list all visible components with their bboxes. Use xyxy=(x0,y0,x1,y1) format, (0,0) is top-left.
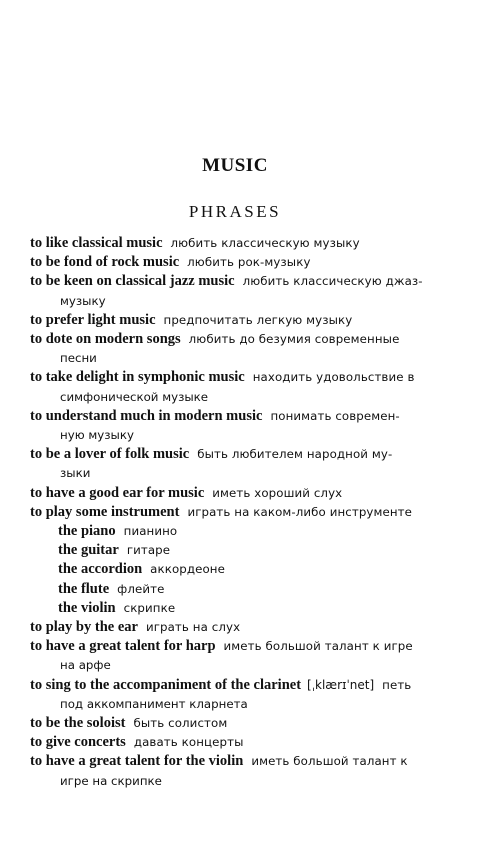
phrase-russian-continued: зыки xyxy=(60,466,91,481)
phrase-russian: играть на слух xyxy=(145,620,241,635)
phrase-entry xyxy=(30,272,442,310)
phrase-entry xyxy=(30,330,442,368)
instrument-entry xyxy=(30,599,442,618)
phrase-entry xyxy=(30,503,442,522)
instrument-entry xyxy=(30,541,442,560)
phrase-russian-continued: под аккомпанимент кларнета xyxy=(60,696,248,711)
phrase-russian: любить рок-музыку xyxy=(187,255,311,270)
phrase-entry xyxy=(30,637,442,675)
phrase-entry xyxy=(30,484,442,503)
instrument-english: the piano xyxy=(58,523,116,540)
phrase-russian: находить удовольствие в xyxy=(252,370,415,385)
phrase-russian: петь xyxy=(382,677,412,692)
phrase-russian-continued: ную музыку xyxy=(60,428,134,443)
phrase-english: to understand much in modern music xyxy=(30,407,263,424)
instrument-entry xyxy=(30,522,442,541)
instrument-entry xyxy=(30,580,442,599)
phrase-english: to dote on modern songs xyxy=(30,331,181,348)
phrase-english: to play by the ear xyxy=(30,619,138,636)
phrase-transcription: [ˌklærɪˈnet] xyxy=(307,677,375,692)
phrase-russian: понимать современ- xyxy=(270,408,400,423)
phrase-russian-continued: игре на скрипке xyxy=(60,773,162,788)
phrase-russian: любить до безумия современные xyxy=(188,332,400,347)
phrase-russian-continued: музыку xyxy=(60,293,106,308)
phrase-russian: быть солистом xyxy=(133,716,228,731)
instrument-english: the violin xyxy=(58,599,116,616)
phrase-english: to give concerts xyxy=(30,734,126,751)
phrase-entry xyxy=(30,714,442,733)
phrase-english: to be fond of rock music xyxy=(30,254,180,271)
instrument-entry xyxy=(30,560,442,579)
instrument-russian: пианино xyxy=(123,524,178,539)
phrase-entry xyxy=(30,733,442,752)
phrase-entry xyxy=(30,445,442,483)
phrase-english: to be a lover of folk music xyxy=(30,446,190,463)
instrument-russian: флейте xyxy=(117,581,165,596)
phrase-russian-continued: на арфе xyxy=(60,658,111,673)
phrase-russian: иметь хороший слух xyxy=(212,485,343,500)
instrument-russian: скрипке xyxy=(123,600,176,615)
phrase-russian: любить классическую джаз- xyxy=(242,274,423,289)
phrase-english: to be keen on classical jazz music xyxy=(30,273,235,290)
phrase-entry xyxy=(30,407,442,445)
phrase-english: to have a great talent for the violin xyxy=(30,753,244,770)
phrase-entry xyxy=(30,618,442,637)
instrument-english: the guitar xyxy=(58,542,119,559)
phrase-entry xyxy=(30,752,442,790)
phrase-english: to prefer light music xyxy=(30,311,156,328)
phrase-english: to be the soloist xyxy=(30,715,126,732)
instrument-english: the flute xyxy=(58,580,110,597)
phrase-entry xyxy=(30,311,442,330)
phrase-entry xyxy=(30,676,442,714)
phrase-entry xyxy=(30,253,442,272)
phrase-russian: любить классическую музыку xyxy=(170,236,360,250)
phrase-entry xyxy=(30,234,442,253)
phrase-russian: предпочитать легкую музыку xyxy=(163,312,353,327)
phrase-russian: быть любителем народной му- xyxy=(197,447,393,462)
phrase-russian: играть на каком-либо инструменте xyxy=(187,504,412,519)
phrase-russian-continued: песни xyxy=(60,351,97,366)
phrase-russian: иметь большой талант к игре xyxy=(223,639,413,654)
phrase-russian: давать концерты xyxy=(133,735,244,750)
phrase-english: to take delight in symphonic music xyxy=(30,369,245,386)
phrase-entry xyxy=(30,368,442,406)
phrase-list xyxy=(30,234,442,791)
phrase-russian: иметь большой талант к xyxy=(251,754,408,769)
page-title: MUSIC xyxy=(202,155,268,176)
phrase-russian-continued: симфонической музыке xyxy=(60,389,209,404)
section-subtitle: PHRASES xyxy=(188,202,282,221)
phrase-english: to play some instrument xyxy=(30,503,180,520)
phrase-english: to have a good ear for music xyxy=(30,484,205,501)
instrument-russian: аккордеоне xyxy=(150,562,225,577)
phrase-english: to like classical music xyxy=(30,235,163,251)
instrument-english: the accordion xyxy=(58,561,143,578)
phrase-english: to have a great talent for harp xyxy=(30,638,216,655)
instrument-russian: гитаре xyxy=(126,543,171,558)
phrase-english: to sing to the accompaniment of the clarinet xyxy=(30,676,302,693)
